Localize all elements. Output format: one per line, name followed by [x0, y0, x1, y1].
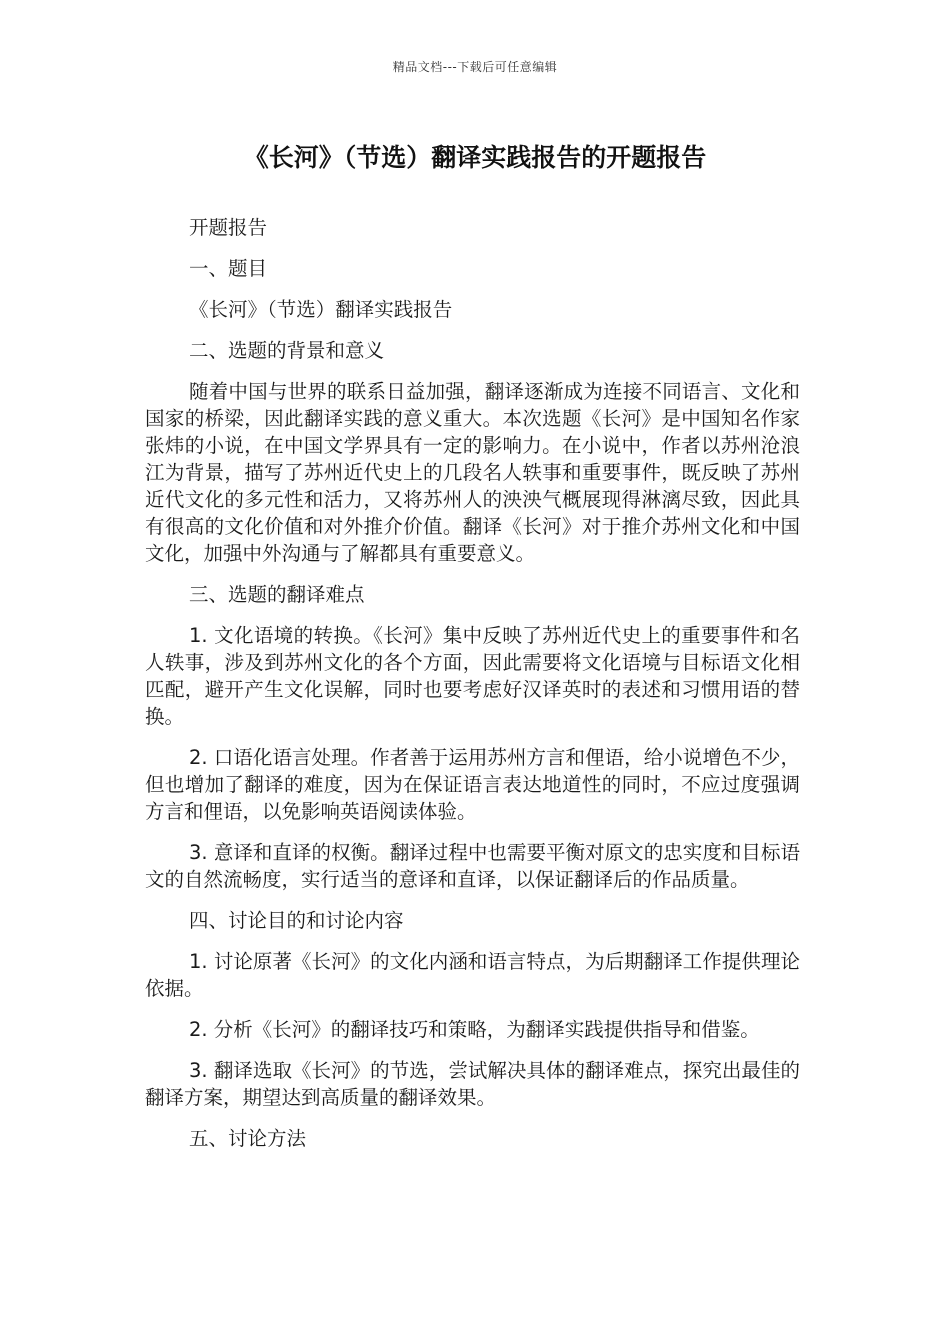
section-heading-methods: 五、讨论方法 — [189, 1127, 307, 1150]
paragraph-purpose-2: 2. 分析《长河》的翻译技巧和策略，为翻译实践提供指导和借鉴。 — [189, 1018, 760, 1041]
paragraph-purpose-1: 1. 讨论原著《长河》的文化内涵和语言特点，为后期翻译工作提供理论依据。 — [145, 950, 800, 1000]
document-body — [145, 214, 800, 1166]
paragraph-difficulty-1: 1. 文化语境的转换。《长河》集中反映了苏州近代史上的重要事件和名人轶事，涉及到苏州文化的各个方面，因此需要将文化语境与目标语文化相匹配，避开产生文化误解，同时也要考虑好汉译英时的表述和习惯用语的替换。 — [145, 624, 800, 728]
paragraph-difficulty-3: 3. 意译和直译的权衡。翻译过程中也需要平衡对原文的忠实度和目标语文的自然流畅度，实行适当的意译和直译，以保证翻译后的作品质量。 — [145, 841, 800, 891]
paragraph-background: 随着中国与世界的联系日益加强，翻译逐渐成为连接不同语言、文化和国家的桥梁，因此翻译实践的意义重大。本次选题《长河》是中国知名作家张炜的小说，在中国文学界具有一定的影响力。在小说中，作者以苏州沧浪江为背景，描写了苏州近代史上的几段名人轶事和重要事件，既反映了苏州近代文化的多元性和活力，又将苏州人的泱泱气概展现得淋漓尽致，因此具有很高的文化价值和对外推介价值。翻译《长河》对于推介苏州文化和中国文化，加强中外沟通与了解都具有重要意义。 — [145, 380, 800, 565]
paragraph-purpose-3: 3. 翻译选取《长河》的节选，尝试解决具体的翻译难点，探究出最佳的翻译方案，期望达到高质量的翻译效果。 — [145, 1059, 800, 1109]
section-heading-purpose: 四、讨论目的和讨论内容 — [189, 909, 404, 932]
paragraph-opening-report: 开题报告 — [189, 216, 268, 239]
section-heading-difficulties: 三、选题的翻译难点 — [189, 583, 365, 606]
section-heading-topic: 一、题目 — [189, 257, 268, 280]
document-title: 《长河》（节选）翻译实践报告的开题报告 — [243, 143, 707, 172]
paragraph-topic-title: 《长河》（节选）翻译实践报告 — [189, 298, 453, 321]
page-header: 精品文档---下载后可任意编辑 — [392, 60, 558, 74]
section-heading-background: 二、选题的背景和意义 — [189, 339, 385, 362]
paragraph-difficulty-2: 2. 口语化语言处理。作者善于运用苏州方言和俚语，给小说增色不少，但也增加了翻译的难度，因为在保证语言表达地道性的同时，不应过度强调方言和俚语，以免影响英语阅读体验。 — [145, 746, 800, 823]
